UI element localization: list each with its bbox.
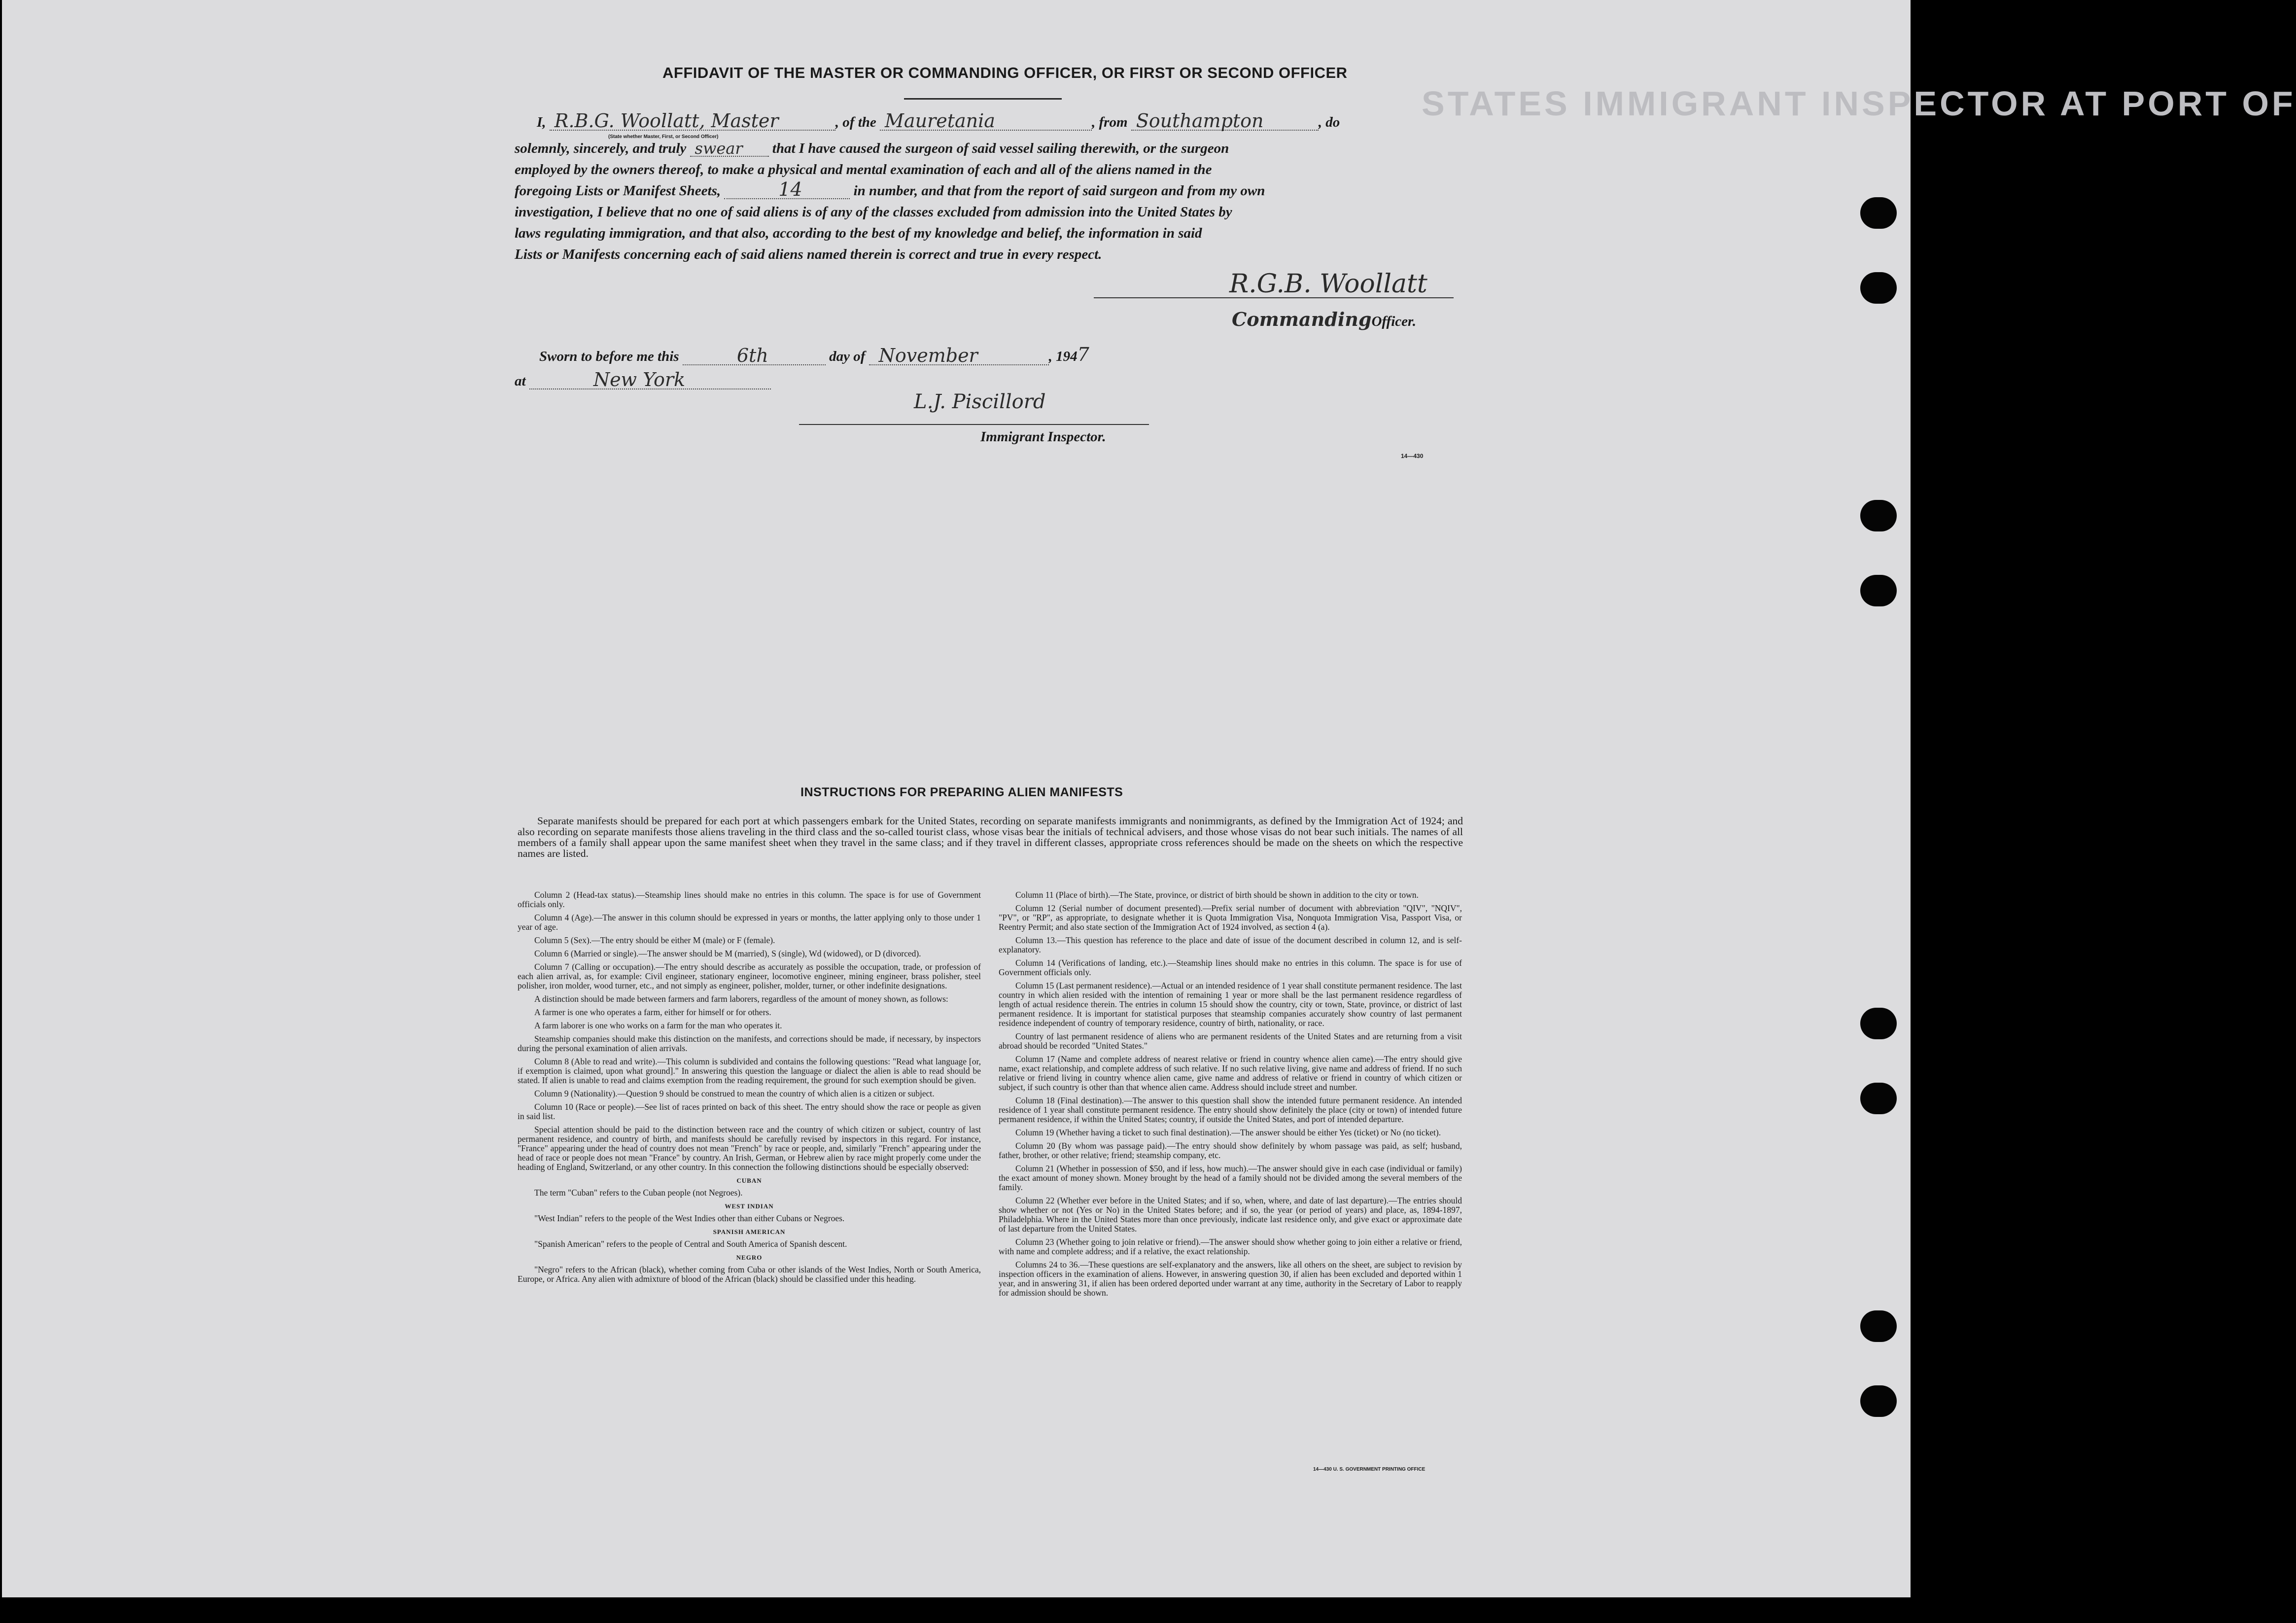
hand-oath: swear xyxy=(695,139,743,158)
instructions-right-column: Column 11 (Place of birth).—The State, province, or district of birth should be shown in addition to the city or town. Column 12 (Serial number of document presented).—Prefix serial number of document with abbreviation "QIV", "NQIV", "PV", or "RP", as appropriate, to designate whether it is Quota Immigration Visa, Nonquota Immigration Visa, Passport Visa, or Reentry Permit; and also state section of the Immigration Act of 1924 involved, as section 4 (a). Column 13.—This question has reference to the place and date of issue of the document described in column 12, and is self-explanatory. Column 14 (Verifications of landing, etc.).—Steamship lines should make no entries in this column. The space is for use of Government officials only. Column 15 (Last permanent residence).—Actual or an intended residence of 1 year shall constitute permanent residence. The last country in which alien resided with the intention of remaining 1 year or more shall be the last permanent residence regardless of length of actual residence therein. The entries in column 15 should show the country, city or town, State, province, or district of last permanent residence. It is important for statistical purposes that steamship companies accurately show country of last permanent residence independent of country of temporary residence, country of birth, nationality, or race. Country of last permanent residence of aliens who are permanent residents of the United States and are returning from a visit abroad should be recorded "United States." Column 17 (Name and complete address of nearest relative or friend in country whence alien came).—The entry should give name, exact relationship, and complete address of such relative. If no such relative living, give name and address of friend. If no such relative or friend living in country whence alien came, give name and address of relative or friend in country of which citizen or subject, if such country is other than that whence alien came. Address should include street and number. Column 18 (Final destination).—The answer to this question shall show the intended future permanent residence. An intended residence of 1 year shall constitute permanent residence. The entry should show definitely the place (city or town) of intended future permanent residence, if within the United States; country, if outside the United States, and port of intended departure. Column 19 (Whether having a ticket to such final destination).—The answer should be either Yes (ticket) or No (no ticket). Column 20 (By whom was passage paid).—The entry should show definitely by whom passage was paid, as self; husband, father, brother, or other relative; friend; steamship company, etc. Column 21 (Whether in possession of $50, and if less, how much).—The answer should give in each case (individual or family) the exact amount of money shown. Money brought by the head of a family should not be divided among the several members of the family. Column 22 (Whether ever before in the United States; and if so, when, where, and date of last departure).—The entries should show whether or not (Yes or No) in the United States before; and if so, the year (or period of years) and place, as, 1894-1897, Philadelphia. Where in the United States more than once previously, indicate last residence only, and give exact or approximate date of last departure from the United States. Column 23 (Whether going to join relative or friend).—The answer should show whether going to join either a relative or friend, with name and complete address; and if a relative, the exact relationship. Columns 24 to 36.—These questions are self-explanatory and the answers, like all others on the sheet, are subject to revision by inspection officers in the examination of aliens. However, in answering question 30, if alien has been excluded and deported within 1 year, and in answering 31, if alien has been ordered deported under warrant at any time, authority in the Secretary of Labor to reapply for admission should be shown. xyxy=(999,890,1462,1298)
hand-officer-title: Commanding xyxy=(1232,308,1372,330)
sworn-line: Sworn to before me this 6th day of November , 1947 xyxy=(539,344,1089,366)
hand-officer-name: R.B.G. Woollatt, Master xyxy=(554,110,779,132)
affidavit-line-2: solemnly, sincerely, and truly swear that I have caused the surgeon of said vessel sailing therewith, or the surgeon xyxy=(515,139,1229,158)
title-rule xyxy=(904,98,1062,100)
affidavit-line-4: foregoing Lists or Manifest Sheets, 14 in number, and that from the report of said surgeon and from my own xyxy=(515,178,1265,200)
hand-year-digit: 7 xyxy=(1077,344,1089,365)
hand-day: 6th xyxy=(736,345,768,366)
hand-vessel-name: Mauretania xyxy=(885,110,995,132)
punch-hole xyxy=(1860,1083,1897,1114)
officer-caption: CommandingOfficer. xyxy=(1232,308,1416,330)
heading-cuban: CUBAN xyxy=(736,1177,762,1184)
instructions-title: INSTRUCTIONS FOR PREPARING ALIEN MANIFESTS xyxy=(800,785,1123,799)
punch-hole xyxy=(1860,1385,1897,1417)
heading-spanish-american: SPANISH AMERICAN xyxy=(713,1228,786,1235)
inspector-caption: Immigrant Inspector. xyxy=(980,429,1106,445)
hand-place: New York xyxy=(593,369,686,390)
hand-departure-port: Southampton xyxy=(1136,110,1264,132)
place-line: at New York xyxy=(515,373,771,389)
punch-hole xyxy=(1860,272,1897,304)
officer-rank-note: (State whether Master, First, or Second Officer) xyxy=(608,134,719,140)
punch-hole xyxy=(1860,1310,1897,1342)
affidavit-line-5: investigation, I believe that no one of said aliens is of any of the classes excluded from admission into the United States by xyxy=(515,204,1232,220)
affidavit-line-1: I, R.B.G. Woollatt, Master , of the Mauretania , from Southampton , do xyxy=(537,110,1340,132)
instructions-left-column: Column 2 (Head-tax status).—Steamship lines should make no entries in this column. The space is for use of Government officials only. Column 4 (Age).—The answer in this column should be expressed in years or months, the latter applying only to those under 1 year of age. Column 5 (Sex).—The entry should be either M (male) or F (female). Column 6 (Married or single).—The answer should be M (married), S (single), Wd (widowed), or D (divorced). Column 7 (Calling or occupation).—The entry should describe as accurately as possible the occupation, trade, or profession of each alien arrival, as, for example: Civil engineer, stationary engineer, locomotive engineer, mining engineer, brass polisher, steel polisher, iron molder, wood turner, etc., and not simply as engineer, polisher, molder, turner, or other indefinite designations. A distinction should be made between farmers and farm laborers, regardless of the amount of money shown, as follows: A farmer is one who operates a farm, either for himself or for others. A farm laborer is one who works on a farm for the man who operates it. Steamship companies should make this distinction on the manifests, and corrections should be made, if necessary, by inspectors during the personal examination of alien arrivals. Column 8 (Able to read and write).—This column is subdivided and contains the following questions: "Read what language [or, if exemption is claimed, upon what ground]." In answering this question the language or dialect the alien is able to read should be stated. If alien is unable to read and claims exemption from the reading requirement, the ground for such exemption should be given. Column 9 (Nationality).—Question 9 should be construed to mean the country of which alien is a citizen or subject. Column 10 (Race or people).—See list of races printed on back of this sheet. The entry should show the race or people as given in said list. Special attention should be paid to the distinction between race and the country of which citizen or subject, country of last permanent residence, and country of birth, and manifests should be carefully revised by inspectors in this regard. For instance, "France" appearing under the head of country does not mean "French" by race or people, and, similarly "French" appearing under the head of race or people does not mean "France" by country. An Irish, German, or Hebrew alien by race might properly come under the heading of England, Switzerland, or any other country. In this connection the following distinctions should be especially observed: CUBAN The term "Cuban" refers to the Cuban people (not Negroes). WEST INDIAN "West Indian" refers to the people of the West Indies other than either Cubans or Negroes. SPANISH AMERICAN "Spanish American" refers to the people of Central and South America of Spanish descent. NEGRO "Negro" refers to the African (black), whether coming from Cuba or other islands of the West Indies, North or South America, Europe, or Africa. Any alien with admixture of blood of the African (black) should be classified under this heading. xyxy=(518,890,981,1284)
document-page xyxy=(2,0,2296,1597)
punch-hole xyxy=(1860,197,1897,229)
punch-hole xyxy=(1860,575,1897,606)
officer-signature: R.G.B. Woollatt xyxy=(1229,269,1427,299)
affidavit-line-7: Lists or Manifests concerning each of said aliens named therein is correct and true in every respect. xyxy=(515,247,1102,262)
affidavit-title: AFFIDAVIT OF THE MASTER OR COMMANDING OFFICER, OR FIRST OR SECOND OFFICER xyxy=(662,64,1348,81)
printing-office-note: 14—430 U. S. GOVERNMENT PRINTING OFFICE xyxy=(1313,1467,1426,1472)
bleed-through-text: STATES IMMIGRANT INSPECTOR AT PORT OF xyxy=(1422,84,2296,123)
officer-signature-line xyxy=(1094,297,1454,298)
hand-month: November xyxy=(878,345,978,366)
punch-hole xyxy=(1860,1008,1897,1039)
heading-west-indian: WEST INDIAN xyxy=(725,1202,774,1210)
form-number: 14—430 xyxy=(1401,453,1424,459)
affidavit-line-6: laws regulating immigration, and that also, according to the best of my knowledge and belief, the information in said xyxy=(515,225,1202,241)
inspector-signature-line xyxy=(799,424,1149,425)
instructions-intro: Separate manifests should be prepared for each port at which passengers embark for the United States, recording on separate manifests immigrants and nonimmigrants, as defined by the Immigration Act of 1924; and also recording on separate manifests those aliens traveling in the third class and the so-called tourist class, whose visas bear the initials of technical advisers, and those whose visas do not bear such initials. The names of all members of a family shall appear upon the same manifest sheet when they travel in the same class; and if they travel in different classes, appropriate cross references should be made on the sheets on which the respective names are listed. xyxy=(518,815,1463,859)
affidavit-line-3: employed by the owners thereof, to make a physical and mental examination of each and all of the aliens named in the xyxy=(515,162,1212,177)
punch-hole xyxy=(1860,500,1897,531)
heading-negro: NEGRO xyxy=(736,1254,763,1261)
hand-sheet-count: 14 xyxy=(778,178,802,200)
inspector-signature: L.J. Piscillord xyxy=(914,390,1046,413)
